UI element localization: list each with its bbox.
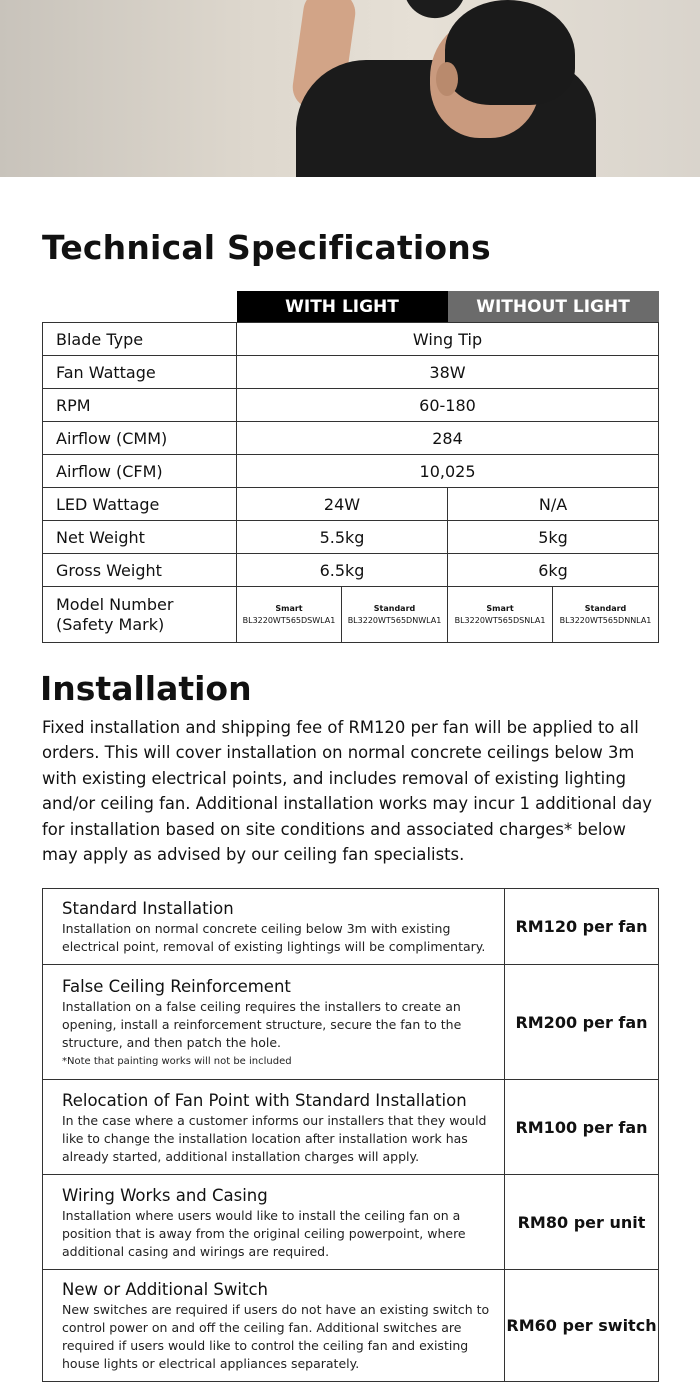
model-cell bbox=[448, 587, 553, 643]
spec-value: 38W bbox=[237, 356, 659, 389]
spec-row bbox=[43, 422, 659, 455]
spec-split-row bbox=[43, 554, 659, 587]
spec-row bbox=[43, 356, 659, 389]
hero-photo bbox=[0, 0, 700, 177]
spec-value: Wing Tip bbox=[237, 323, 659, 356]
spec-value-with-light: 24W bbox=[237, 488, 448, 521]
spec-title: Technical Specifications bbox=[42, 228, 491, 267]
installation-desc bbox=[43, 1270, 505, 1382]
spec-label: LED Wattage bbox=[43, 488, 237, 521]
model-number-label bbox=[43, 587, 237, 643]
model-cell bbox=[237, 587, 342, 643]
installation-price: RM100 per fan bbox=[505, 1080, 659, 1175]
installation-item-text: New switches are required if users do not have an existing switch to control power on and off the ceiling fan. Additional switches are required if users would like to control the ceiling fan and existing house lights or electrical appliances separately. bbox=[62, 1302, 490, 1371]
installation-item-text: Installation where users would like to install the ceiling fan on a position that is away from the original ceiling powerpoint, where additional casing and wirings are required. bbox=[62, 1207, 466, 1259]
spec-value-without-light: N/A bbox=[448, 488, 659, 521]
spec-label: RPM bbox=[43, 389, 237, 422]
model-type: Standard bbox=[373, 603, 416, 613]
header-without-light: WITHOUT LIGHT bbox=[448, 291, 659, 323]
model-type: Smart bbox=[275, 603, 303, 613]
installation-desc bbox=[43, 1175, 505, 1270]
installation-item-note: *Note that painting works will not be included bbox=[62, 1055, 292, 1067]
spec-value: 60-180 bbox=[237, 389, 659, 422]
spec-row bbox=[43, 455, 659, 488]
model-type: Standard bbox=[584, 603, 627, 613]
person-hair-shape bbox=[445, 0, 575, 105]
model-cell bbox=[342, 587, 448, 643]
installation-item-title: Relocation of Fan Point with Standard Installation bbox=[62, 1090, 467, 1110]
spec-split-row bbox=[43, 521, 659, 554]
model-code: BL3220WT565DNWLA1 bbox=[347, 615, 442, 625]
installation-row bbox=[43, 1175, 659, 1270]
spec-value-without-light: 6kg bbox=[448, 554, 659, 587]
installation-price: RM60 per switch bbox=[505, 1270, 659, 1382]
installation-price: RM80 per unit bbox=[505, 1175, 659, 1270]
model-type: Smart bbox=[486, 603, 514, 613]
spec-label: Gross Weight bbox=[43, 554, 237, 587]
spec-row bbox=[43, 389, 659, 422]
installation-price: RM200 per fan bbox=[505, 965, 659, 1080]
installation-row bbox=[43, 1080, 659, 1175]
spec-label: Blade Type bbox=[43, 323, 237, 356]
installation-item-text: Installation on normal concrete ceiling below 3m with existing electrical point, removal of existing lightings will be complimentary. bbox=[62, 921, 486, 954]
spec-split-row bbox=[43, 488, 659, 521]
model-code: BL3220WT565DSNLA1 bbox=[454, 615, 546, 625]
installation-item-title: Wiring Works and Casing bbox=[62, 1185, 268, 1205]
header-with-light: WITH LIGHT bbox=[237, 291, 448, 323]
installation-item-text: Installation on a false ceiling requires the installers to create an opening, install a reinforcement structure, secure the fan to the structure, and then patch the hole. bbox=[62, 998, 462, 1050]
spec-header-row bbox=[43, 291, 659, 323]
installation-desc bbox=[43, 1080, 505, 1175]
model-label-line2: (Safety Mark) bbox=[56, 614, 165, 634]
spec-model-row bbox=[43, 587, 659, 643]
installation-row bbox=[43, 1270, 659, 1382]
installation-table bbox=[42, 888, 659, 1382]
spec-value-without-light: 5kg bbox=[448, 521, 659, 554]
spec-label: Airflow (CFM) bbox=[43, 455, 237, 488]
spec-value: 10,025 bbox=[237, 455, 659, 488]
spec-value-with-light: 6.5kg bbox=[237, 554, 448, 587]
installation-desc bbox=[43, 889, 505, 965]
installation-intro: Fixed installation and shipping fee of RM120 per fan will be applied to all orders. This will cover installation on normal concrete ceilings below 3m with existing electrical points, and includes removal of existing lighting and/or ceiling fan. Additional installation works may incur 1 additional day for installation based on site conditions and associated charges* below may apply as advised by our ceiling fan specialists. bbox=[42, 718, 652, 865]
installation-item-text: In the case where a customer informs our installers that they would like to change the installation location after installation work has already started, additional installation charges will apply. bbox=[62, 1112, 487, 1164]
spec-value-with-light: 5.5kg bbox=[237, 521, 448, 554]
installation-item-title: Standard Installation bbox=[62, 899, 234, 918]
spec-label: Fan Wattage bbox=[43, 356, 237, 389]
model-code: BL3220WT565DSWLA1 bbox=[242, 615, 336, 625]
installation-price: RM120 per fan bbox=[505, 889, 659, 965]
model-label-line1: Model Number bbox=[56, 594, 174, 614]
spec-header-blank bbox=[43, 291, 237, 323]
installation-row bbox=[43, 889, 659, 965]
spec-table bbox=[42, 291, 659, 643]
spec-label: Net Weight bbox=[43, 521, 237, 554]
installation-row bbox=[43, 965, 659, 1080]
installation-title: Installation bbox=[40, 669, 252, 708]
spec-row bbox=[43, 323, 659, 356]
model-code: BL3220WT565DNNLA1 bbox=[559, 615, 652, 625]
installation-desc bbox=[43, 965, 505, 1080]
spec-value: 284 bbox=[237, 422, 659, 455]
installation-item-title: New or Additional Switch bbox=[62, 1280, 268, 1299]
spec-label: Airflow (CMM) bbox=[43, 422, 237, 455]
model-cell bbox=[553, 587, 659, 643]
installation-item-title: False Ceiling Reinforcement bbox=[62, 976, 291, 996]
person-ear-shape bbox=[436, 62, 458, 96]
